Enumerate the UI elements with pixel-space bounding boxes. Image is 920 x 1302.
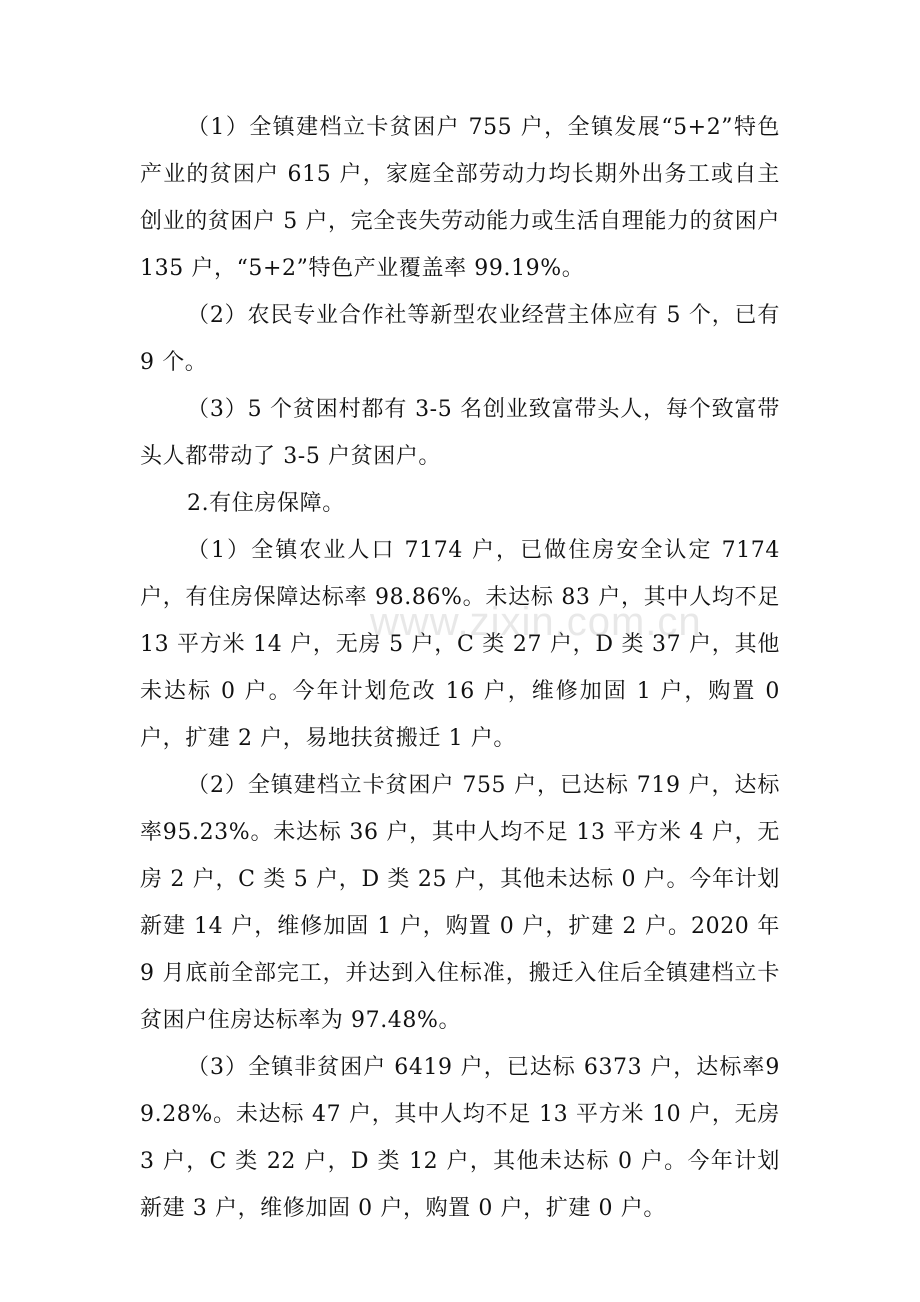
- paragraph-industry-coverage: （1）全镇建档立卡贫困户 755 户，全镇发展“5+2”特色产业的贫困户 615 户，家庭全部劳动力均长期外出务工或自主创业的贫困户 5 户，完全丧失劳动能力或生活自理能力的贫困户 135 户，“5+2”特色产业覆盖率 99.19%。: [140, 115, 780, 281]
- paragraph-agricultural-housing: （1）全镇农业人口 7174 户，已做住房安全认定 7174 户，有住房保障达标率 98.86%。未达标 83 户，其中人均不足 13 平方米 14 户，无房 5 户，C 类 27 户，D 类 37 户，其他未达标 0 户。今年计划危改 16 户，维修加固 1 户，购置 0 户，扩建 2 户，易地扶贫搬迁 1 户。: [140, 538, 780, 751]
- watermark-text: www.zixin.com.cn: [370, 600, 702, 644]
- section-heading-housing: 2.有住房保障。: [187, 491, 345, 516]
- paragraph-non-poor-housing: （3）全镇非贫困户 6419 户，已达标 6373 户，达标率99.28%。未达标 47 户，其中人均不足 13 平方米 10 户，无房 3 户，C 类 22 户，D 类 12 户，其他未达标 0 户。今年计划新建 3 户，维修加固 0 户，购置 0 户，扩建 0 户。: [140, 1055, 780, 1221]
- paragraph-poor-housing: （2）全镇建档立卡贫困户 755 户，已达标 719 户，达标率95.23%。未达标 36 户，其中人均不足 13 平方米 4 户，无房 2 户，C 类 5 户，D 类 25 户，其他未达标 0 户。今年计划新建 14 户，维修加固 1 户，购置 0 户，扩建 2 户。2020 年 9 月底前全部完工，并达到入住标准，搬迁入住后全镇建档立卡贫困户住房达标率为 97.48%。: [140, 773, 780, 1033]
- document-body: [140, 104, 780, 1232]
- paragraph-cooperatives: （2）农民专业合作社等新型农业经营主体应有 5 个，已有 9 个。: [140, 303, 780, 375]
- paragraph-leaders: （3）5 个贫困村都有 3-5 名创业致富带头人，每个致富带头人都带动了 3-5 户贫困户。: [140, 397, 780, 469]
